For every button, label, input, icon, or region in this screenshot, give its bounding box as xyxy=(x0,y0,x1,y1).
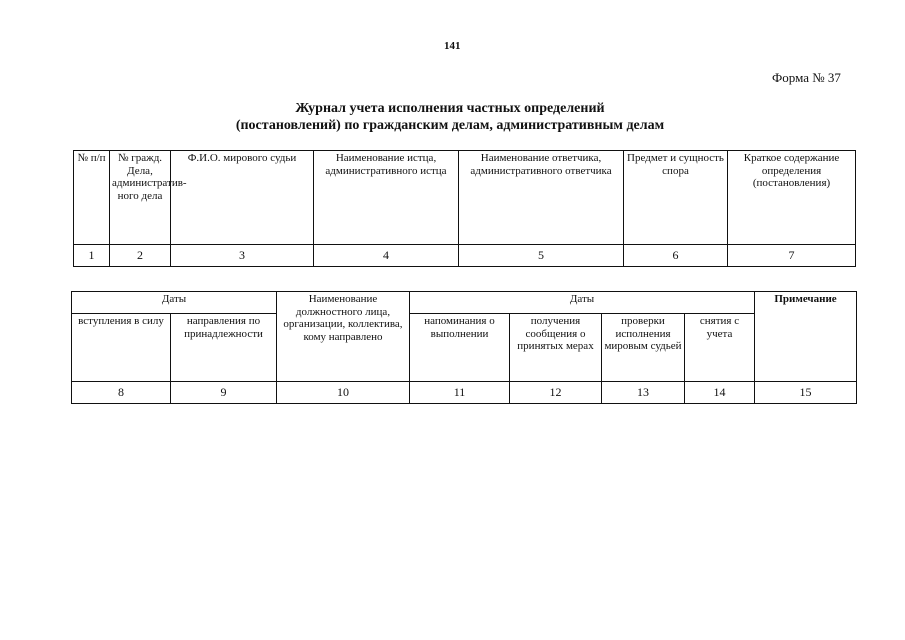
header-plaintiff-name: Наименование истца, административного истца xyxy=(314,151,459,245)
group-header-dates-2: Даты xyxy=(410,292,755,314)
column-number-10: 10 xyxy=(277,382,410,404)
header-defendant-name: Наименование ответчика, административного ответчика xyxy=(459,151,624,245)
header-recipient: Наименование должностного лица, организации, коллектива, кому направлено xyxy=(277,292,410,382)
header-entry-into-force: вступления в силу xyxy=(72,314,171,382)
header-dispute-subject: Предмет и сущность спора xyxy=(624,151,728,245)
column-number-6: 6 xyxy=(624,245,728,267)
header-remarks: Примечание xyxy=(755,292,857,382)
header-case-number: № гражд. Дела, административ-ного дела xyxy=(110,151,171,245)
table2-header-row xyxy=(72,314,857,382)
header-ruling-summary: Краткое содержание определения (постановления) xyxy=(728,151,856,245)
header-row-number: № п/п xyxy=(74,151,110,245)
group-header-dates-1: Даты xyxy=(72,292,277,314)
table1-header-row xyxy=(74,151,856,245)
column-number-14: 14 xyxy=(685,382,755,404)
header-reminder: напоминания о выполнении xyxy=(410,314,510,382)
column-number-12: 12 xyxy=(510,382,602,404)
column-number-11: 11 xyxy=(410,382,510,404)
table2-column-numbers-row xyxy=(72,382,857,404)
column-number-13: 13 xyxy=(602,382,685,404)
page-number: 141 xyxy=(444,40,461,52)
header-execution-check: проверки исполнения мировым судьей xyxy=(602,314,685,382)
column-number-15: 15 xyxy=(755,382,857,404)
journal-table-part-2 xyxy=(71,291,857,404)
journal-title-line-2: (постановлений) по гражданским делам, административным делам xyxy=(235,118,665,133)
form-number: Форма № 37 xyxy=(772,70,841,85)
header-report-received: получения сообщения о принятых мерах xyxy=(510,314,602,382)
header-sent-to-jurisdiction: направления по принадлежности xyxy=(171,314,277,382)
table2-group-header-row xyxy=(72,292,857,314)
column-number-5: 5 xyxy=(459,245,624,267)
journal-table-part-1 xyxy=(73,150,856,267)
table1-column-numbers-row xyxy=(74,245,856,267)
column-number-2: 2 xyxy=(110,245,171,267)
column-number-7: 7 xyxy=(728,245,856,267)
column-number-8: 8 xyxy=(72,382,171,404)
header-deregistration: снятия с учета xyxy=(685,314,755,382)
header-judge-name: Ф.И.О. мирового судьи xyxy=(171,151,314,245)
column-number-1: 1 xyxy=(74,245,110,267)
journal-title-line-1: Журнал учета исполнения частных определений xyxy=(295,101,605,116)
column-number-9: 9 xyxy=(171,382,277,404)
column-number-4: 4 xyxy=(314,245,459,267)
column-number-3: 3 xyxy=(171,245,314,267)
